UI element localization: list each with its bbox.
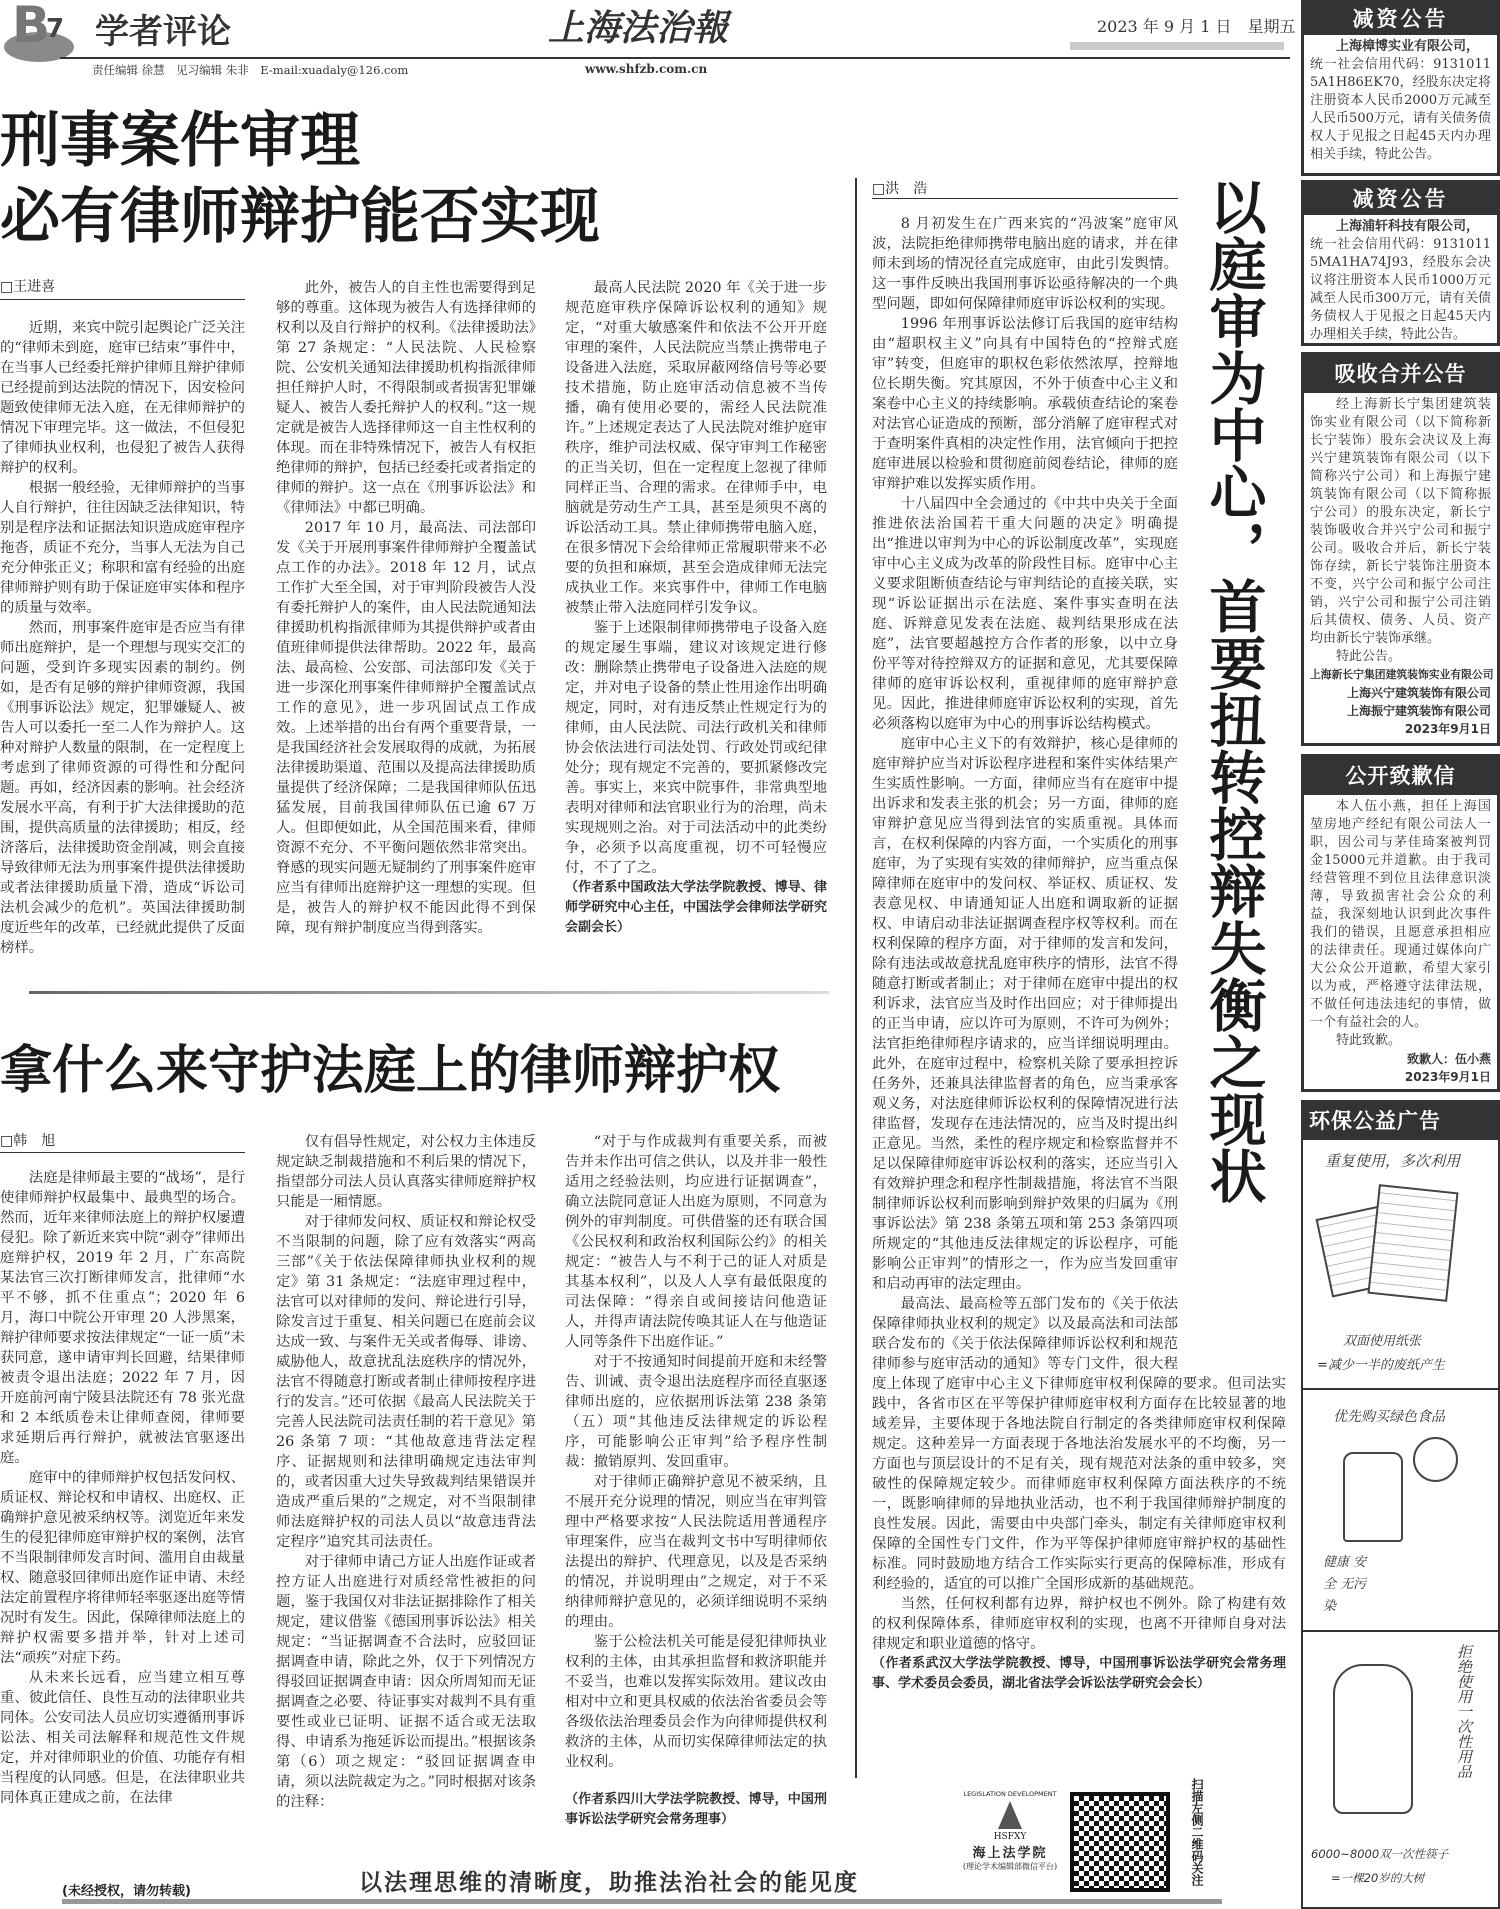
ad-signature: 上海兴宁建筑装饰有限公司	[1346, 686, 1491, 700]
page-letter: B	[12, 0, 51, 54]
ad-signature: 致歉人：伍小燕	[1406, 1052, 1491, 1066]
qr-caption: 扫描左侧二维码关注	[1190, 1778, 1204, 1886]
paragraph: 对于律师申请己方证人出庭作证或者控方证人出庭进行对质经常性被拒的问题，鉴于我国仅对非法证据排除作了相关规定，建议借鉴《德国刑事诉讼法》相关规定：“当证据调查不合法时，应驳回证据调查申请，除此之外，仅于下列情况方得驳回证据调查申请：因众所周知而无证据调查之必要、待证事实对裁判不具有重要性或业已证明、证据不适合或无法取得、申请系为拖延诉讼而提出。”根据该条第（6）项之规定：“驳回证据调查申请，须以法院裁定为之。”同时根据对该条的注释：	[276, 1554, 536, 1810]
article2-col2-paragraphs	[276, 1132, 536, 1812]
section-title: 学者评论	[95, 12, 231, 52]
paragraph: 然而，刑事案件庭审是否应当有律师出庭辩护，是一个理想与现实交汇的问题，受到许多现实因素的制约。例如，是否有足够的辩护律师资源，我国《刑事诉讼法》规定，犯罪嫌疑人、被告人可以委托一至二人作为辩护人。这种对辩护人数量的限制，在一定程度上考虑到了律师资源的可得性和分配问题。再如，经济因素的影响。社会经济发展水平高，有利于扩大法律援助的范围，提供高质量的法律援助；相反，经济落后，法律援助资金削减，则会直接导致律师无法为刑事案件提供法律援助或者法律援助质量下滑，造成“诉讼司法机会减少的危机”。英国法律援助制度近些年的改革，已经就此提供了反面榜样。	[0, 620, 245, 956]
sailboat-icon	[998, 1801, 1022, 1829]
ad-body: 统一社会信用代码：91310115A1H86EK70，经股东决定将注册资本人民币2000万元减至人民币500万元，请有关债务债权人于见报之日起45天内办理相关手续，特此公告。	[1310, 57, 1491, 162]
header-bar	[1070, 42, 1284, 50]
footer-bar	[62, 1899, 1222, 1904]
psa-text: 6000~8000双一次性筷子	[1311, 1847, 1449, 1861]
psa-panel-paper	[1303, 1140, 1498, 1390]
article1-col3-paragraphs	[565, 278, 827, 878]
ad-title: 公开致歉信	[1304, 757, 1497, 795]
paragraph: 根据一般经验，无律师辩护的当事人自行辩护，往往因缺乏法律知识，特别是程序法和证据法知识造成庭审程序拖沓，质证不充分，当事人无法为自己充分伸张正义；称职和富有经验的出庭律师辩护则有助于保证庭审实体和程序的质量与效率。	[0, 480, 245, 616]
ad-body: 统一社会信用代码：91310115MA1HA74J93，经股东会决议将注册资本人民币1000万元减至人民币300万元，请有关债务债权人于见报之日起45天内办理相关手续，特此公告。	[1310, 237, 1491, 342]
paragraph: 此外，被告人的自主性也需要得到足够的尊重。这体现为被告人有选择律师的权利以及自行辩护的权利。《法律援助法》第 27 条规定：“人民法院、人民检察院、公安机关通知法律援助机构指派律师担任辩护人时，不得限制或者损害犯罪嫌疑人、被告人委托辩护人的权利。”这一规定就是被告人选择律师这一自主性权利的体现。而在非特殊情况下，被告人有权拒绝律师的辩护，包括已经委托或者指定的律师的辩护。这一点在《刑事诉讼法》和《律师法》中都已明确。	[276, 280, 536, 516]
article2-author-note: （作者系四川大学法学院教授、博导，中国刑事诉讼法学研究会常务理事）	[565, 1792, 827, 1827]
ad-capital-reduction-2	[1301, 180, 1500, 346]
ad-body: 本人伍小燕，担任上海国堃房地产经纪有限公司法人一职，因公司与茅佳琦案被判罚金15000元并道歉。由于我司经营管理不到位且法律意识淡薄，导致损害社会公众的利益，我深刻地认识到此次事件我们的错误，且愿意承担相应的法律责任。现通过媒体向广大公众公开道歉，希望大家引以为戒，严格遵守法律法规，不做任何违法违纪的事情，做一个有益社会的人。	[1310, 799, 1491, 1030]
ad-company: 上海樟博实业有限公司，	[1336, 39, 1480, 54]
paragraph: 庭审中心主义下的有效辩护，核心是律师的庭审辩护应当对诉讼程序进程和案件实体结果产生实质性影响。一方面，律师应当有在庭审中提出诉求和发表主张的机会；另一方面，律师的庭审辩护意见应当得到法官的实质重视。具体而言，在权利保障的内容方面，一个实质化的刑事庭审，为了实现有实效的律师辩护，应当重点保障律师在庭审中的发问权、举证权、质证权、发表意见权、申请通知证人出庭和调取新的证据权、申请启动非法证据调查程序权等权利。而在权利保障的程序方面，对于律师的发言和发问，除有违法或故意扰乱庭审秩序的情形，法官不得随意打断或者制止；对于律师在庭审中提出的权利诉求，法官应当及时作出回应；对于律师提出的正当申请，应以许可为原则，不许可为例外；法官拒绝律师程序请求的，应当详细说明理由。此外，在庭审过程中，检察机关除了要承担控诉任务外，还兼具法律监督者的角色，应当秉承客观义务，对法庭律师诉讼权利的保障情况进行法律监督，发现存在违法情况的，应当及时提出纠正意见。当然，柔性的程序规定和检察监督并不足以保障律师庭审诉讼权利的落实，还应当引入有效辩护理念和程序性制裁措施，将法官不当限制律师诉讼权利而影响到辩护效果的归属为《刑事诉讼法》第 238 条第五项和第 253 条第四项所规定的“其他违反法律规定的诉讼程序，可能影响公正审判”的情形之一，作为应当发回重审和启动再审的法定理由。	[872, 736, 1178, 1292]
qr-code[interactable]	[1070, 1792, 1170, 1892]
paragraph: 最高法、最高检等五部门发布的《关于依法保障律师执业权利的规定》以及最高法和司法部联合发布的《关于依法保障律师诉讼权利和规范律师参与庭审活动的通知》等专门文件，很大程度上体现了庭审中心主义下律师庭审权利保障的要求。但司法实践中，各省市区在平等保护律师庭审权利方面存在比较显著的地域差异，主要体现于各地法院自行制定的各类律师庭审权利保障规定。这种差异一方面表现于各地法治发展水平的不均衡，另一方面也与顶层设计的不足有关，现有规范对法条的重申较多，突破性的保障规定较少。而律师庭审权利保障方面法秩序的不统一，既影响律师的异地执业活动，也不利于我国律师辩护制度的良性发展。因此，需要由中央部门牵头，制定有关律师庭审权利保障的全国性专门文件，作为平等保护律师庭审辩护权的基础性标准。同时鼓励地方结合工作实际实行更高的保障标准，形成有利经验的，适宜的可以推广全国形成新的基础规范。	[872, 1296, 1286, 1592]
article1-title-line1: 刑事案件审理	[0, 106, 360, 176]
ad-capital-reduction-1	[1301, 0, 1500, 176]
paragraph: 最高人民法院 2020 年《关于进一步规范庭审秩序保障诉讼权利的通知》规定，“对重大敏感案件和依法不公开开庭审理的案件，人民法院应当禁止携带电子设备进入法庭，采取屏蔽网络信号等必要技术措施，防止庭审活动信息被不当传播，确有使用必要的，需经人民法院准许。”上述规定表达了人民法院对维护庭审秩序，维护司法权威、保守审判工作秘密的正当关切，但在一定程度上忽视了律师同样正当、合理的需求。在律师手中，电脑就是劳动生产工具，甚至是须臾不离的诉讼活动工具。禁止律师携带电脑入庭，在很多情况下会给律师正常履职带来不必要的负担和麻烦，甚至会造成律师无法完成执业工作。来宾事件中，律师工作电脑被禁止带入法庭同样引发争议。	[565, 280, 827, 616]
divider	[0, 1152, 245, 1153]
psa-text: 拒绝使用一次性用品	[1455, 1644, 1473, 1779]
tree-stump-icon	[1333, 1664, 1413, 1814]
psa-text: 优先购买绿色食品	[1333, 1409, 1445, 1425]
paragraph: 庭审中的律师辩护权包括发问权、质证权、辩论权和申请权、出庭权、正确辩护意见被采纳权等。浏览近年来发生的侵犯律师庭审辩护权的案例，法官不当限制律师发言时间、滥用自由裁量权、随意驳回律师出庭作证申请、未经法定前置程序将律师轻率驱逐出庭等情况时有发生。因此，保障律师法庭上的辩护权需要多措并举，针对上述司法“顽疾”对症下药。	[0, 1470, 245, 1666]
article3-author: □洪 浩	[872, 181, 928, 197]
shopping-bag-icon	[1343, 1452, 1403, 1542]
article1-col2	[276, 278, 536, 938]
paragraph: 仅有倡导性规定，对公权力主体违反规定缺乏制裁措施和不利后果的情况下，指望部分司法人员认真落实律师庭辩护权只能是一厢情愿。	[276, 1134, 536, 1210]
hsfxy-logo	[955, 1790, 1065, 1890]
masthead-logo: 上海法治報	[548, 7, 729, 49]
article3-author-note: （作者系武汉大学法学院教授、博导，中国刑事诉讼法学研究会常务理事、学术委员会委员，湖北省法学会诉讼法学研究会会长）	[872, 1656, 1286, 1691]
logo-sub: (理论学术编辑部微信平台)	[962, 1862, 1058, 1871]
ad-body: 经上海新长宁集团建筑装饰实业有限公司（以下简称新长宁装饰）股东会决议及上海兴宁建筑装饰有限公司（以下简称兴宁公司）和上海振宁建筑装饰有限公司（以下简称振宁公司）的股东决定，新长宁装饰吸收合并兴宁公司和振宁公司。吸收合并后，新长宁装饰存续，新长宁装饰注册资本不变，兴宁公司和振宁公司注销，兴宁公司和振宁公司注销后其债权、债务、人员、资产均由新长宁装饰承继。	[1310, 397, 1491, 646]
psa-text: 双面使用纸张	[1343, 1334, 1422, 1349]
logo-name: 海上法学院	[972, 1846, 1048, 1861]
logo-abbr: HSFXY	[993, 1832, 1027, 1842]
paragraph: 当然，任何权利都有边界，辩护权也不例外。除了构建有效的权利保障体系，律师庭审权利的实现，也离不开律师自身对法律规定和职业道德的恪守。	[872, 1596, 1286, 1652]
paragraph: 对于律师发问权、质证权和辩论权受不当限制的问题，除了应有效落实“两高三部”《关于依法保障律师执业权利的规定》第 31 条规定：“法庭审理过程中，法官可以对律师的发问、辩论进行引导，除发言过于重复、相关问题已在庭前会议达成一致、与案件无关或者侮辱、诽谤、威胁他人，故意扰乱法庭秩序的情况外，法官不得随意打断或者制止律师按程序进行的发言。”还可依据《最高人民法院关于完善人民法院司法责任制的若干意见》第 26 条第 7 项：“其他故意违背法定程序、证据规则和法律明确规定违法审判的，或者因重大过失导致裁判结果错误并造成严重后果的”之规定，对不当限制律师法庭辩护权的司法人员以“故意违背法定程序”追究其司法责任。	[276, 1214, 536, 1550]
article2-title: 拿什么来守护法庭上的律师辩护权	[0, 1040, 781, 1101]
header-rule	[60, 57, 1290, 59]
article2-col3-paragraphs	[565, 1132, 827, 1772]
article1-author-note: （作者系中国政法大学法学院教授、博导、律师学研究中心主任，中国法学会律师法学研究会副会长）	[565, 880, 827, 935]
ad-closing: 特此致歉。	[1336, 1033, 1402, 1048]
paragraph: 对于律师正确辩护意见不被采纳，且不展开充分说理的情况，则应当在审判管理中严格要求按“人民法院适用普通程序审理案件，应当在裁判文书中写明律师依法提出的辩护、代理意见，以及是否采纳的情况，并说明理由”之规定，对于不采纳律师辩护意见的，必须详细说明不采纳的理由。	[565, 1474, 827, 1630]
article2-col3	[565, 1132, 827, 1830]
ad-title: 减资公告	[1304, 3, 1497, 35]
paragraph: 8 月初发生在广西来宾的“冯波案”庭审风波，法院拒绝律师携带电脑出庭的请求，并在律师未到场的情况径直完成庭审，由此引发舆情。这一事件反映出我国刑事诉讼亟待解决的一个典型问题，即如何保障律师庭审诉讼权利的实现。	[872, 216, 1178, 312]
psa-text: 重复使用，多次利用	[1325, 1152, 1461, 1170]
paragraph: 1996 年刑事诉讼法修订后我国的庭审结构由“超职权主义”向具有中国特色的“控辩式庭审”转变，但庭审的职权色彩依然浓厚，控辩地位长期失衡。究其原因，不外于侦查中心主义和案卷中心主义的持续影响。承载侦查结论的案卷对法官心证造成的预断，部分消解了庭审程式对于查明案件真相的决定性作用，法官倾向于把控庭审进展以检验和贯彻庭前阅卷结论，律师的庭审辩护难以发挥实质作用。	[872, 316, 1178, 492]
article2-col1	[0, 1168, 245, 1808]
psa-text: =一棵20岁的大树	[1331, 1871, 1425, 1885]
ad-title: 减资公告	[1304, 183, 1497, 215]
psa-text: 健康 安全 无污染	[1323, 1555, 1367, 1614]
psa-text: =减少一半的废纸产生	[1317, 1358, 1445, 1373]
issue-date: 2023 年 9 月 1 日 星期五	[1097, 17, 1296, 36]
paragraph: 2017 年 10 月，最高法、司法部印发《关于开展刑事案件律师辩护全覆盖试点工作的办法》。2018 年 12 月，试点工作扩大至全国，对于审判阶段被告人没有委托辩护人的案件，由人民法院通知法律援助机构指派律师为其提供辩护或者由值班律师提供法律帮助。2022 年，最高法、最高检、公安部、司法部印发《关于进一步深化刑事案件律师辩护全覆盖试点工作的意见》，进一步巩固试点工作成效。上述举措的出台有两个重要背景，一是我国经济社会发展取得的成就，为拓展法律援助渠道、范围以及提高法律援助质量提供了经济保障；二是我国律师队伍迅猛发展，目前我国律师队伍已逾 67 万人。但即便如此，从全国范围来看，律师资源不充分、不平衡问题依然非常突出。脊感的现实问题无疑制约了刑事案件庭审应当有律师出庭辩护这一理想的实现。但是，被告人的辩护权不能因此得不到保障，现有辩护制度应当得到落实。	[276, 520, 536, 936]
article1-title-line2: 必有律师辩护能否实现	[0, 182, 600, 252]
paragraph: 十八届四中全会通过的《中共中央关于全面推进依法治国若干重大问题的决定》明确提出“推进以审判为中心的诉讼制度改革”，实现庭审中心主义成为改革的阶段性目标。庭审中心主义要求阻断侦查结论与审判结论的直接关联，实现“诉讼证据出示在法庭、案件事实查明在法庭、诉辩意见发表在法庭、裁判结果形成在法庭”，法官要超越控方合作者的形象，以中立身份平等对待控辩双方的证据和意见，尤其要保障律师的庭审诉讼权利，重视律师的庭审辩护意见。因此，推进律师庭审诉讼权利的实现，首先必须落构以庭审为中心的刑事诉讼结构模式。	[872, 496, 1178, 732]
article1-author: □王进喜	[0, 279, 56, 295]
ad-signature: 上海新长宁集团建筑装饰实业有限公司	[1310, 668, 1494, 681]
psa-panel-chopsticks	[1303, 1634, 1498, 1906]
article1-col2-paragraphs	[276, 278, 536, 938]
person-icon	[1413, 1437, 1458, 1482]
editors-line: 责任编辑 徐慧 见习编辑 朱非 E-mail:xuadaly@126.com	[92, 63, 409, 77]
psa-panel-food	[1303, 1392, 1498, 1632]
page-number: 7	[46, 14, 65, 44]
paper-sheets-icon	[1367, 1184, 1458, 1302]
paragraph: “对于与作成裁判有重要关系，而被告并未作出可信之供认，以及并非一般性适用之经验法则，均应进行证据调查”，确立法院同意证人出庭为原则，不同意为例外的审判制度。可供借鉴的还有联合国《公民权利和政治权利国际公约》的相关规定：“被告人与不利于己的证人对质是其基本权利”，以及人人享有最低限度的司法保障：“得亲自或间接诘问他造证人，并得声请法院传唤其证人在与他造证人同等条件下出庭作证。”	[565, 1134, 827, 1350]
article2-author: □韩 旭	[0, 1133, 56, 1149]
ad-signature: 上海振宁建筑装饰有限公司	[1346, 704, 1491, 718]
ad-merger	[1301, 352, 1500, 746]
paragraph: 鉴于公检法机关可能是侵犯律师执业权利的主体，由其承担监督和救济职能并不妥当，也难以发挥实际效用。建议改由相对中立和更具权威的依法治省委员会等各级依法治理委员会作为向律师提供权利救济的主体，从而切实保障律师法定的执业权利。	[565, 1634, 827, 1770]
article1-col1	[0, 318, 245, 958]
psa-title: 环保公益广告	[1303, 1102, 1498, 1140]
article2-col2	[276, 1132, 536, 1812]
divider	[0, 299, 245, 300]
footer-slogan: 以法理思维的清晰度，助推法治社会的能见度	[359, 1870, 859, 1896]
logo-arc-text: LEGISLATION DEVELOPMENT	[963, 1790, 1057, 1798]
paragraph: 从未来长远看，应当建立相互尊重、彼此信任、良性互动的法律职业共同体。公安司法人员应切实遵循刑事诉讼法、相关司法解释和规范性文件规定，并对律师职业的价值、功能存有相当程度的认同感。但是，在法律职业共同体真正建成之前，在法律	[0, 1670, 245, 1806]
ad-date: 2023年9月1日	[1404, 1070, 1491, 1084]
article3-title: 以庭审为中心，首要扭转控辩失衡之现状	[1200, 178, 1267, 1204]
ad-apology	[1301, 754, 1500, 1092]
paragraph: 法庭是律师最主要的“战场”，是行使律师辩护权最集中、最典型的场合。然而，近年来律师法庭上的辩护权屡遭侵犯。除了新近来宾中院“剥夺”律师出庭辩护权，2019 年 2 月，广东高院某法官三次打断律师发言，批律师“水平不够，抓不住重点”；2020 年 6 月，海口中院公开审理 20 人涉黑案，辩护律师要求按法律规定“一证一质”未获同意，遂申请审判长回避，结果律师被责令退出法庭；2022 年 7 月，因开庭前河南宁陵县法院还有 78 张光盘和 2 本纸质卷未让律师查阅，律师要求延期后再行辩护，就被法官驱逐出庭。	[0, 1170, 245, 1466]
ad-title: 吸收合并公告	[1304, 355, 1497, 393]
paragraph: 对于不按通知时间提前开庭和未经警告、训诫、责令退出法庭程序而径直驱逐律师出庭的，应依据刑诉法第 238 条第（五）项“其他违反法律规定的诉讼程序，可能影响公正审判”给予程序性制裁：撤销原判、发回重审。	[565, 1354, 827, 1470]
environmental-psa	[1301, 1100, 1500, 1909]
article1-col3	[565, 278, 827, 938]
paragraph: 鉴于上述限制律师携带电子设备入庭的规定屡生事端，建议对该规定进行修改：删除禁止携带电子设备进入法庭的规定，并对电子设备的禁止性用途作出明确规定，同时，对有违反禁止性规定行为的律师，由人民法院、司法行政机关和律师协会依法进行司法处罚、行政处罚或纪律处分；现有规定不完善的，要抓紧修改完善。事实上，来宾中院事件，非常典型地表明对律师和法官职业行为的治理，尚未实现规则之治。对于司法活动中的此类纷争，必须予以高度重视，切不可轻慢应付，不了了之。	[565, 620, 827, 876]
page-number-badge	[4, 2, 76, 64]
ad-closing: 特此公告。	[1336, 649, 1402, 664]
divider	[872, 198, 1178, 199]
ad-date: 2023年9月1日	[1404, 722, 1491, 736]
website: www.shfzb.com.cn	[585, 62, 708, 76]
divider	[29, 991, 829, 994]
copyright-notice: (未经授权，请勿转载)	[62, 1884, 191, 1899]
column-divider	[855, 178, 857, 1778]
ad-company: 上海浦轩科技有限公司，	[1336, 219, 1480, 234]
paragraph: 近期，来宾中院引起舆论广泛关注的“律师未到庭，庭审已结束”事件中，在当事人已经委托辩护律师且辩护律师已经提前到达法院的情况下，因安检问题致使律师无法入庭，在无律师辩护的情况下审理完毕。这一做法，不但侵犯了律师执业权利，也侵犯了被告人获得辩护的权利。	[0, 320, 245, 476]
